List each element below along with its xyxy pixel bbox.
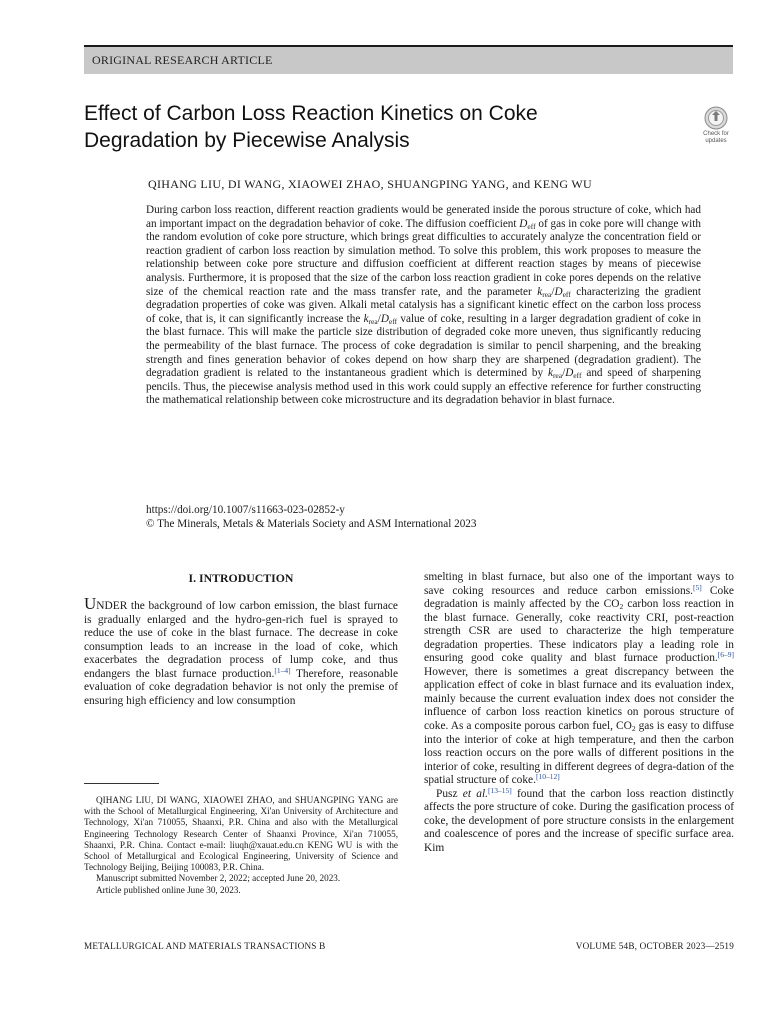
citation-link[interactable]: [1–4] bbox=[274, 665, 291, 675]
introduction-paragraph-1-cont: smelting in blast furnace, but also one of the important ways to save coking resources and reduce carbon emissions.[5] Coke degradation is mainly affected by the $CO_2$ carbon loss reaction in the blast furnace. Generally, coke reactivity CRI, post-reaction strength CSR are used to characterize the high temperature degradation properties. These indicators play a leading role in ensuring good coke quality and blast furnace production.[6–9] However, there is sometimes a great discrepancy between the application effect of coke in blast furnace and its evaluation index, mainly because the current evaluation index does not consider the influence of carbon loss reaction kinetics on porous structure of coke. As a composite porous carbon fuel, $CO_2$ gas is easy to diffuse into the interior of coke at high temperature, and then the carbon loss reaction occurs on the pore walls of different positions in the interior of coke, resulting in different degrees of degra-dation of the spatial structure of coke.[10–12] bbox=[424, 571, 734, 787]
running-footer-journal: METALLURGICAL AND MATERIALS TRANSACTIONS B bbox=[84, 941, 326, 951]
doi-link[interactable]: https://doi.org/10.1007/s11663-023-02852-y bbox=[146, 504, 345, 516]
footnote-divider bbox=[84, 783, 159, 784]
manuscript-dates: Manuscript submitted November 2, 2022; accepted June 20, 2023. bbox=[96, 873, 341, 884]
section-label: ORIGINAL RESEARCH ARTICLE bbox=[92, 53, 273, 67]
introduction-paragraph-2: Pusz et al.[13–15] found that the carbon loss reaction distinctly affects the pore structure of coke. During the gasification process of coke, the development of pore structure consists in the enlargement and coalescence of pores and the increase of specific surface area. Kim bbox=[424, 785, 734, 854]
published-date: Article published online June 30, 2023. bbox=[96, 884, 241, 895]
affiliation-text: QIHANG LIU, DI WANG, XIAOWEI ZHAO, and SHUANGPING YANG are with the School of Metallurgical Engineering, Xi'an University of Architecture and Technology, Xi'an 710055, Shaanxi, P.R. China and also with the Metallurgical Engineering Technology Research Center of Shaanxi Province, Xi'an 710055, Shaanxi, P.R. China. Contact e-mail: liuqh@xauat.edu.cn KENG WU is with the School of Metallurgical and Ecological Engineering, University of Science and Technology Beijing, Beijing 100083, P.R. China. bbox=[84, 795, 398, 873]
citation-link[interactable]: [5] bbox=[692, 582, 702, 592]
running-footer-page: VOLUME 54B, OCTOBER 2023—2519 bbox=[575, 941, 734, 951]
abstract: During carbon loss reaction, different reaction gradients would be generated inside the porous structure of coke, which had an important impact on the degradation behavior of coke. The diffusion coefficient $D_{eff}$ of gas in coke pore will change with the random evolution of coke pore structure, which brings great difficulties to accurately analyze the concentration field or reaction gradient of carbon loss reaction by simulation method. To solve this problem, this work proposes to measure the relationship between coke pore structure and diffusion coefficient at different reaction stages by means of piecewise analysis. Furthermore, it is proposed that the size of the carbon loss reaction gradient in coke pores depends on the relative size of the chemical reaction rate and the mass transfer rate, and the parameter $k_{rea}/D_{eff}$ characterizing the gradient degradation properties of coke was given. Alkali metal catalysis has a significant kinetic effect on the carbon loss process of coke, that is, it can significantly increase the $k_{rea}/D_{eff}$ value of coke, resulting in a larger degradation gradient of coke in the blast furnace. This will make the particle size distribution of degraded coke more uneven, thus significantly reducing the permeability of the blast furnace. The process of coke degradation is similar to pencil sharpening, and the breaking strength and fines generation behavior of cokes depend on how sharp they are sharpened (degradation gradient). The degradation gradient is related to the instantaneous gradient which is determined by $k_{rea}/D_{eff}$ and speed of sharpening pencils. Thus, the piecewise analysis method used in this work could supply an effective reference for further constructing the mathematical relationship between coke microstructure and its degradation behavior in blast furnace. bbox=[146, 204, 702, 407]
section-heading-introduction: I. INTRODUCTION bbox=[188, 571, 294, 585]
title-line-2: Degradation by Piecewise Analysis bbox=[84, 129, 410, 152]
introduction-paragraph-1: UNDER the background of low carbon emission, the blast furnace is gradually enlarged and the hydro-gen-rich fuel is sprayed to reduce the use of coke in the blast furnace. The decrease in coke consumption leads to an increase in the load of coke, which exacerbates the degradation process of lump coke, and thus endangers the blast furnace production.[1–4] Therefore, reasonable evaluation of coke degradation behavior is not only the premise of ensuring high efficiency and low consumption bbox=[84, 594, 398, 707]
check-updates-line-1: Check for bbox=[703, 131, 729, 137]
citation-link[interactable]: [6–9] bbox=[717, 650, 734, 660]
check-updates-line-2: updates bbox=[705, 138, 727, 144]
crossmark-icon bbox=[704, 106, 728, 130]
article-title bbox=[84, 100, 644, 154]
section-banner bbox=[84, 47, 733, 74]
author-list: QIHANG LIU, DI WANG, XIAOWEI ZHAO, SHUANGPING YANG, and KENG WU bbox=[148, 177, 592, 191]
citation-link[interactable]: [10–12] bbox=[535, 772, 560, 782]
drop-cap: U bbox=[84, 594, 97, 613]
introduction-column-2 bbox=[424, 571, 734, 855]
author-affiliation-footnote bbox=[84, 795, 398, 896]
title-line-1: Effect of Carbon Loss Reaction Kinetics on Coke bbox=[84, 102, 538, 125]
check-for-updates-badge[interactable] bbox=[697, 106, 735, 144]
citation-link[interactable]: [13–15] bbox=[488, 785, 512, 795]
copyright-notice: © The Minerals, Metals & Materials Society and ASM International 2023 bbox=[146, 518, 477, 530]
